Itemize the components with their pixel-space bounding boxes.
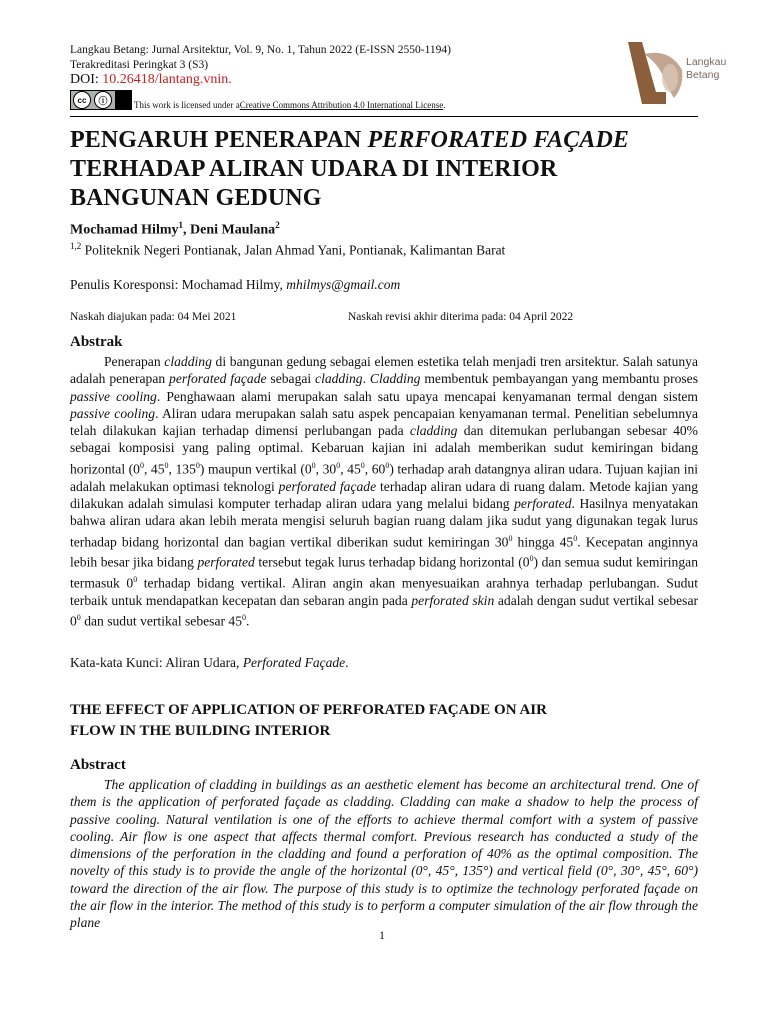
journal-logo — [622, 40, 742, 110]
logo-text: Langkau Betang — [686, 56, 727, 81]
english-title: THE EFFECT OF APPLICATION OF PERFORATED FAÇADE ON AIR FLOW IN THE BUILDING INTERIOR — [70, 702, 547, 739]
affiliation: $^{1,2}$ Politeknik Negeri Pontianak, Jalan Ahmad Yani, Pontianak, Kalimantan Barat — [70, 241, 506, 258]
author-email[interactable]: mhilmys@gmail.com — [286, 277, 401, 292]
page-number: 1 — [379, 928, 385, 942]
page-title: PENGARUH PENERAPAN PERFORATED FAÇADE TERHADAP ALIRAN UDARA DI INTERIOR BANGUNAN GEDUNG — [70, 127, 630, 211]
header-rule — [70, 116, 698, 117]
abstract-body: The application of cladding in buildings as an aesthetic element has become an architectural trend. One of them is the application of perforated façade as cladding. Cladding can make a shadow to help the process of passive cooling. Natural ventilation is one of the efforts to achieve thermal comfort with a system of passive cooling. Air flow is one aspect that affects thermal comfort. Previous research has conducted a study of the dimensions of the perforation in the cladding and found a perforation of 40% as the optimal composition. The novelty of this study is to provide the angle of the horizontal (0°, 45°, 135°) and vertical field (0°, 30°, 45°, 60°) toward the direction of the air flow. The purpose of this study is to optimize the technology perforated façade on the air flow in the interior. The method of this study is to perform a computer simulation of the air flow through the plane — [70, 777, 698, 931]
license-prefix: This work is licensed under a — [134, 100, 240, 110]
date-revised: Naskah revisi akhir diterima pada: 04 April 2022 — [348, 311, 574, 323]
doi-line — [70, 72, 232, 88]
abstract-heading: Abstract — [70, 757, 126, 773]
license-link[interactable]: Creative Commons Attribution 4.0 International License — [239, 100, 444, 110]
license-row: cc ⓘ This work is licensed under a Creative Commons Attribution 4.0 International License . — [70, 90, 445, 110]
cc-by-badge[interactable] — [70, 90, 132, 110]
corresponding-author: Penulis Koresponsi: Mochamad Hilmy, mhilmys@gmail.com — [70, 277, 401, 292]
date-submitted: Naskah diajukan pada: 04 Mei 2021 — [70, 311, 237, 323]
doi-label: DOI: — [70, 72, 103, 87]
abstrak-body: Penerapan cladding di bangunan gedung sebagai elemen estetika telah menjadi tren arsitektur. Salah satunya adalah penerapan perforated façade sebagai cladding. Cladding membentuk pembayangan yang membantu proses passive cooling. Penghawaan alami merupakan salah satu upaya mencapai kenyamanan termal dengan sistem passive cooling. Aliran udara merupakan salah satu aspek pencapaian kenyamanan termal. Penelitian sebelumnya telah dilakukan kajian terhadap dimensi perlubangan pada cladding dan ditemukan perlubangan sebesar 40% sebagai komposisi yang paling optimal. Kebaruan kajian ini adalah memberikan sudut kemiringan bidang horizontal ($0^0$, $45^0$, $135^0$) maupun vertikal ($0^0$, $30^0$, $45^0$, $60^0$) terhadap arah datangnya aliran udara. Tujuan kajian ini adalah melakukan optimasi teknologi perforated façade terhadap aliran udara di ruang dalam. Metode kajian yang dilakukan adalah simulasi komputer terhadap aliran udara yang melalui bidang perforated. Hasilnya menyatakan bahwa aliran udara akan lebih merata mengisi seluruh bagian ruang dalam jika sudut yang digunakan tegak lurus terhadap bidang horizontal dan bagian vertikal diberikan sudut kemiringan $30^0$ hingga $45^0$. Kecepatan anginnya lebih besar jika bidang perforated tersebut tegak lurus terhadap bidang horizontal $(0^0)$ dan semua sudut kemiringan termasuk $0^0$ terhadap bidang vertikal. Aliran angin akan menyesuaikan arahnya terhadap perlubangan. Sudut terbaik untuk mendapatkan kecepatan dan sebaran angin pada perforated skin adalah dengan sudut vertikal sebesar $0^0$ dan sudut vertikal sebesar $45^0$. — [70, 354, 699, 629]
by-icon: ⓘ — [94, 91, 112, 109]
accreditation: Terakreditasi Peringkat 3 (S3) — [70, 58, 209, 71]
authors: Mochamad Hilmy$^1$, Deni Maulana$^2$ — [70, 220, 280, 238]
doi-link[interactable]: 10.26418/lantang.vnin. — [102, 72, 232, 87]
abstrak-heading: Abstrak — [70, 334, 123, 350]
journal-line: Langkau Betang: Jurnal Arsitektur, Vol. 9, No. 1, Tahun 2022 (E-ISSN 2550-1194) — [70, 44, 451, 56]
cc-icon: cc — [73, 91, 91, 109]
keywords: Kata-kata Kunci: Aliran Udara, Perforated Façade. — [70, 655, 349, 670]
